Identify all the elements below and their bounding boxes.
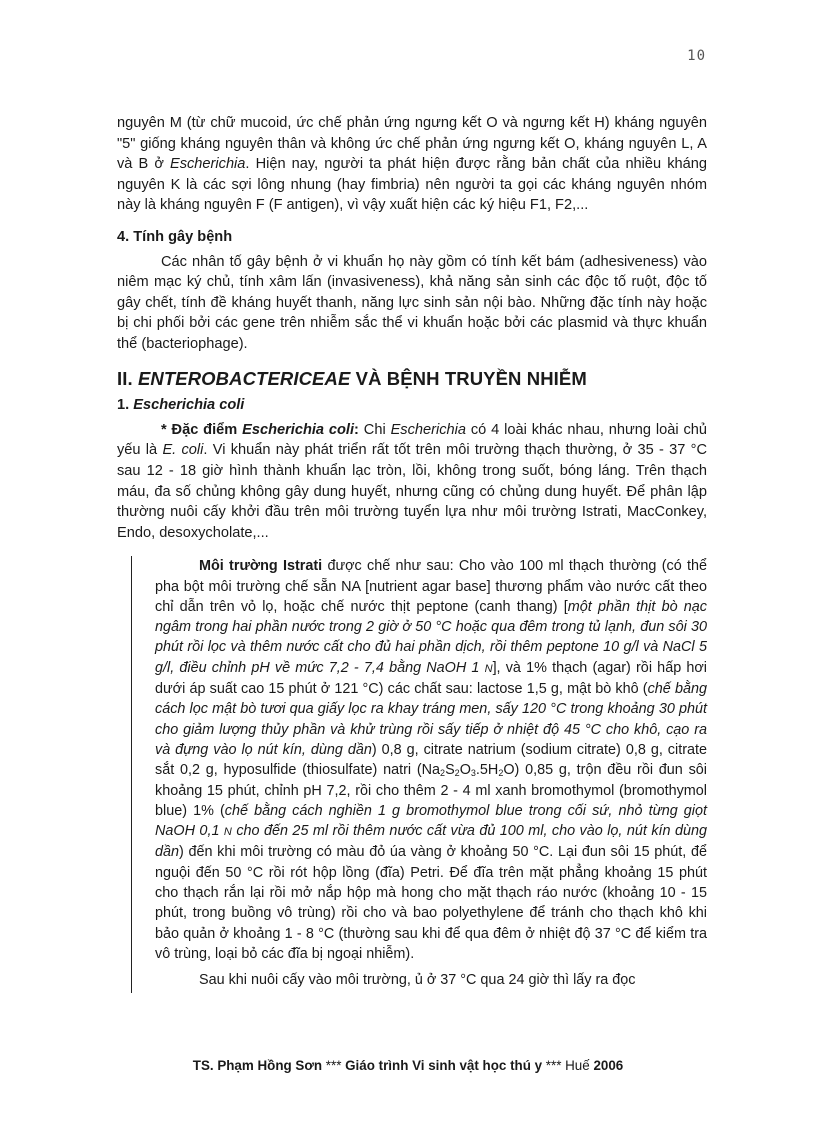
subsection-heading: 1. Escherichia coli: [117, 397, 245, 414]
heading-pathogenicity: 4. Tính gây bệnh: [117, 228, 233, 245]
paragraph-after-incubation: Sau khi nuôi cấy vào môi trường, ủ ở 37 °C qua 24 giờ thì lấy ra đọc: [199, 972, 636, 989]
section-heading: II. ENTEROBACTERICEAE VÀ BỆNH TRUYỀN NHIỄM: [117, 367, 587, 389]
paragraph-pathogenicity: Các nhân tố gây bệnh ở vi khuẩn họ này gồm có tính kết bám (adhesiveness) vào niêm mạc ký chủ, tính xâm lấn (invasiveness), khả năng sản sinh các độc tố ruột, độc tố gây chết, tính đề kháng huyết thanh, năng lực sinh sản nội bào. Những đặc tính này hoặc bị chi phối bởi các gene trên nhiễm sắc thể vi khuẩn hoặc bởi các plasmid và thực khuẩn thể (bacteriophage).: [117, 253, 707, 352]
paragraph-antigens: nguyên M (từ chữ mucoid, ức chế phản ứng ngưng kết O và ngưng kết H) kháng nguyên "5" giống kháng nguyên thân và không ức chế phản ứng ngưng kết O, kháng nguyên L, A và B ở Escherichia. Hiện nay, người ta phát hiện được rằng bản chất của nhiều kháng nguyên K là các sợi lông nhung (hay fimbria) nên người ta gọi các kháng nguyên nhóm này là kháng nguyên F (F antigen), vì vậy xuất hiện các ký hiệu F1, F2,...: [117, 115, 707, 214]
istrati-medium-box: [131, 556, 707, 992]
page-number: 10: [687, 48, 706, 64]
paragraph-ecoli-features: * Đặc điểm Escherichia coli: Chi Escherichia có 4 loài khác nhau, nhưng loài chủ yếu là E. coli. Vi khuẩn này phát triển rất tốt trên môi trường thạch thường, ở 35 - 37 °C sau 12 - 18 giờ hình thành khuẩn lạc tròn, lồi, không trong suốt, bóng láng. Trên thạch máu, đa số chủng không gây dung huyết, nhưng cũng có chủng dung huyết. Để phân lập thường nuôi cấy khởi đầu trên môi trường tuyển lựa như môi trường Istrati, MacConkey, Endo, desoxycholate,...: [117, 421, 708, 541]
page-body: [117, 113, 707, 993]
paragraph-istrati: Môi trường Istrati được chế như sau: Cho vào 100 ml thạch thường (có thể pha bột môi trường chế sẵn NA [nutrient agar base] thương phẩm vào nước cất theo chỉ dẫn trên vỏ lọ, hoặc chế nước thịt peptone (canh thang) [một phần thịt bò nạc ngâm trong hai phần nước trong 2 giờ ở 50 °C hoặc qua đêm trong tủ lạnh, đun sôi 30 phút rồi lọc và thêm nước cất cho đủ hai phần dịch, rồi thêm peptone 10 g/l và NaCl 5 g/l, điều chỉnh pH về mức 7,2 - 7,4 bằng NaOH 1 N], và 1% thạch (agar) rồi hấp hơi dưới áp suất cao 15 phút ở 121 °C) các chất sau: lactose 1,5 g, mật bò khô (chế bằng cách lọc mật bò tươi qua giấy lọc ra khay tráng men, sấy 120 °C trong khoảng 30 phút cho giảm lượng thủy phần và khử trùng rồi sấy tiếp ở nhiệt độ 45 °C cho khô, cạo ra và đựng vào lọ nút kín, dùng dần) 0,8 g, citrate natrium (sodium citrate) 0,8 g, citrate sắt 0,2 g, hyposulfide (thiosulfate) natri $(Na_2S_2O_3.5H_2O)$ 0,85 g, trộn đều rồi đun sôi khoảng 15 phút, chỉnh pH 7,2, rồi cho thêm 2 - 4 ml xanh bromothymol (bromothymol blue) 1% (chế bằng cách nghiền 1 g bromothymol blue trong cối sứ, nhỏ từng giọt NaOH 0,1 N cho đến 25 ml rồi thêm nước cất vừa đủ 100 ml, cho vào lọ, nút kín dùng dần) đến khi môi trường có màu đỏ úa vàng ở khoảng 50 °C. Lại đun sôi 15 phút, để nguội đến 50 °C rồi rót hộp lồng (đĩa) Petri. Để đĩa trên mặt phẳng khoảng 15 phút cho thạch rắn lại rồi mở nắp hộp mà hong cho mặt thạch ráo nước (khoảng 10 - 15 phút, trong buồng vô trùng) rồi cho và bao polyethylene để tránh cho thạch khô khi bảo quản ở khoảng 1 - 8 °C (thường sau khi để qua đêm ở nhiệt độ 37 °C để kiểm tra vô trùng, loại bỏ các đĩa bị ngoại nhiễm).: [155, 558, 708, 962]
page-footer: TS. Phạm Hồng Sơn *** Giáo trình Vi sinh vật học thú y *** Huế 2006: [192, 1058, 624, 1073]
